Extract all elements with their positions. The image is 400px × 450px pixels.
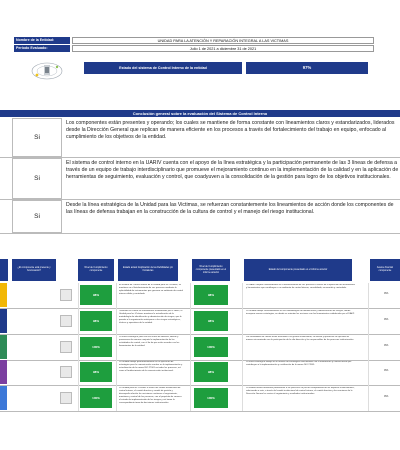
level-value: 100% [80, 388, 112, 408]
header-prev-level: Nivel de Cumplimiento componente presentado en el informe anterior [192, 259, 230, 281]
period-value: Julio 1 de 2021 a diciembre 31 de 2021 [72, 45, 374, 52]
state-text: La Unidad trabaja permanentemente en la aplicación de estrategias para la comunicación asertiva en la implementación y actualización de la norma ISO 27001 en todos los procesos, así como el fortalecimiento de la comunicación institucional. [119, 361, 183, 372]
conclusion-title: Conclusión general sobre la evaluación del Sistema de Control Interno [0, 110, 400, 117]
component-color-swatch [0, 283, 7, 307]
conclusion-row [0, 118, 400, 158]
prev-state-text: La línea estratégica trabaja en el análisis de estrategias relacionadas con la información y comunicación que contribuyen a la implementación y certificación de la norma ISO 27001. [246, 361, 352, 366]
prev-level-value: 100% [194, 337, 228, 357]
conclusion-text: Desde la línea estratégica de la Unidad para las Victimas, se refuerzan constantemente los lineamientos de acción donde los componentes de las líneas de defensa trabajan en la construcción de la cultura de control y el manejo del riesgo institucional. [66, 202, 394, 215]
control-status-value: 97% [246, 62, 368, 74]
prev-level-value: 98% [194, 285, 228, 305]
conclusion-row [0, 158, 400, 200]
component-badge [60, 392, 72, 404]
state-text: La Unidad para las Víctimas a través del comité institucional de control interno, el comité directivo y comité de gestión y desempeño efectúa las revisiones continuas al seguimiento, monitoreo y control de los procesos, con el propósito de conocer el estado de implementación de los riesgos y así tomar la correspondiente toma de decisiones institucionales. [119, 387, 182, 404]
level-value: 98% [80, 285, 112, 305]
header-swatch-cell [0, 259, 8, 281]
component-badge [60, 341, 72, 353]
level-value: 98% [80, 362, 112, 382]
prev-level-value: 98% [194, 311, 228, 331]
advance-value: 0% [384, 395, 389, 398]
component-badge [60, 366, 72, 378]
advance-value: 0% [384, 318, 389, 321]
row-divider [0, 411, 400, 412]
row-divider [0, 334, 400, 335]
advance-value: 0% [384, 292, 389, 295]
header-components: ¿El componente está presente y funcionando? [12, 259, 56, 281]
header-advance: Avance final del componente [370, 259, 400, 281]
period-label: Periodo Evaluado: [14, 45, 70, 52]
header-state: Estado actual: Explicación de las Debilidades y/o Fortalezas [118, 259, 178, 281]
conclusion-answer: Si [12, 118, 62, 157]
component-badge [60, 289, 72, 301]
entity-logo [30, 59, 64, 83]
advance-value: 0% [384, 344, 389, 347]
row-divider [0, 385, 400, 386]
conclusion-text: El sistema de control interno en la UARIV cuenta con el apoyo de la línea estratégica y la participación permanente de las 3 líneas de defensa a través de un equipo de trabajo interdisciplinario que promueve el mejoramiento continuo en la implementación de la calidad y en la aplicación de herramientas de seguimiento, evaluación y control, que coadyuven a la consolidación de la gestión para logro de los objetivos institucionales. [66, 160, 399, 180]
prev-state-text: Las actividades de control están asociadas a la gestión institucional, su diseño y aplicación se ejecutan de manera sincronizada con la participación de la alta dirección y los responsables de los procesos institucionales. [246, 336, 355, 341]
advance-value: 0% [384, 369, 389, 372]
column-divider [190, 283, 191, 411]
conclusion-text: Los componentes están presentes y operando; los cuales se mantiene de forma constante con lineamientos claros y estandarizados, liderados desde la Dirección General que replican de manera eficiente en los procesos a través del fortalecimiento del trabajo en equipo, enfocado al cumplimiento de los objetivos de la entidad. [66, 120, 395, 140]
level-value: 98% [80, 311, 112, 331]
header-level: Nivel de Cumplimiento componente [78, 259, 114, 281]
component-color-swatch [0, 335, 7, 359]
component-color-swatch [0, 309, 7, 333]
component-color-swatch [0, 360, 7, 384]
prev-state-text: La Unidad trabaja constantemente en las metodologías de identificación y administración de riesgos, donde incorpora nuevas estrategias, en donde se orientan las acciones con los lineamientos establecidos por el DAFP. [246, 310, 355, 315]
prev-state-text: La UARIV mejoró continuamente en el fortalecimiento de sus procesos a través de la aplicación de instrumentos y herramientas que contribuyen a un ambiente de control interno, consolidado, reconocido y controlado. [246, 284, 355, 289]
component-badge [60, 315, 72, 327]
column-divider [116, 283, 117, 411]
entity-value: UNIDAD PARA LA ATENCIÓN Y REPARACIÓN INTEGRAL A LAS VICTIMAS [72, 37, 374, 44]
conclusion-answer: Si [12, 200, 62, 233]
column-divider [368, 283, 369, 411]
level-value: 100% [80, 337, 112, 357]
control-status-label: Estado del sistema de Control Interno de la entidad [84, 62, 242, 74]
conclusion-answer: Si [12, 158, 62, 199]
column-divider [78, 283, 79, 411]
header-prev-state: Estado del componente presentado en el informe anterior [244, 259, 352, 281]
column-divider [242, 283, 243, 411]
component-color-swatch [0, 386, 7, 410]
row-divider [0, 308, 400, 309]
prev-level-value: 100% [194, 388, 228, 408]
prev-state-text: La unidad realiza monitoreo permanente a los procesos en pro del cumplimiento de los objetivos institucionales, relacionado a esto, a través del comité institucional de control interno, el comité directivo y las reuniones de la Dirección General se revisa el seguimiento y resultados institucionales. [246, 387, 355, 395]
state-text: El sistema de Control Interno de la Unidad para las Víctimas, se mantiene en el fortalecimiento de sus procesos mediante la aplicabilidad de instrumentos que generan un ambiente de control interno sólido y controlado. [119, 284, 183, 295]
entity-label: Nombre de la Entidad: [14, 37, 70, 44]
state-text: La línea estratégica junto con las líneas de defensa, lideran y promueven de manera conjunta la implementación de las actividades de control, con el fin de que estén acordes con los lineamientos de la entidad. [119, 336, 180, 347]
state-text: Teniendo en cuenta los lineamientos establecidos por el DAFP, la Unidad para las Víctimas mantiene la actualización de la metodología de identificación y administración de riesgos, que le permite a la organización anticiparse a los riesgos estratégicos, tácticos y operativos de la entidad. [119, 310, 183, 324]
prev-level-value: 98% [194, 362, 228, 382]
conclusion-row [0, 200, 400, 234]
